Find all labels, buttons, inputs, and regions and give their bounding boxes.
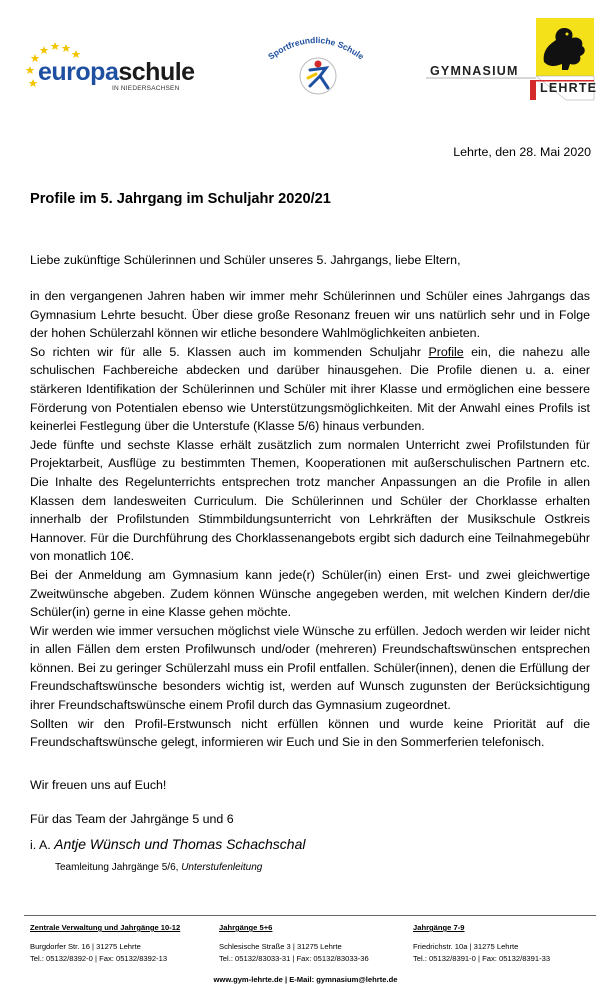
footer-address-main [30,922,180,965]
paragraph-3: Jede fünfte und sechste Klasse erhält zusätzlich zum normalen Unterricht zwei Profilstunden für Projektarbeit, Ausflüge zu bestimmten Themen, Kooperationen mit außerschulischen Partnern etc. Die Inhalte des Regelunterrichts entsprechen trotz mancher Anpassungen an die Profile in allen Klassen dem landesweiten Curriculum. Die Schülerinnen und Schüler der Chorklasse erhalten innerhalb der Profilstunden Stimmbildungsunterricht von Lehrkräften der Musikschule Ostkreis Hannover. Für die Durchführung des Chorklassenangebots ergibt sich dadurch eine Teilnahmegebühr von monatlich 10€. [30,437,590,564]
paragraph-2: So richten wir für alle 5. Klassen auch im kommenden Schuljahr Profile ein, die nahezu alle schulischen Fachbereiche abdecken und darüber hinausgehen. Die Profile dienen u. a. einer stärkeren Identifikation der Schülerinnen und Schüler mit ihrer Klasse und ermöglichen eine bessere Förderung von Potentialen ebenso wie Unterstützungsmöglichkeiten. Mit der Anwahl eines Profils ist keinerlei Festlegung über die Unterstufe (Klasse 5/6) hinaus verbunden. [30,344,590,434]
signature-names: Antje Wünsch und Thomas Schachschal [54,836,306,852]
gymnasium-lehrte-logo [426,14,596,102]
footer-address: Friedrichstr. 10a | 31275 Lehrte [413,942,519,951]
europaschule-subtitle: IN NIEDERSACHSEN [112,85,180,92]
team-line: Für das Team der Jahrgänge 5 und 6 [30,812,234,826]
letter-date: Lehrte, den 28. Mai 2020 [453,145,591,159]
footer-web-email: www.gym-lehrte.de | E-Mail: gymnasium@lehrte.de [213,975,398,984]
svg-text:Sportfreundliche Schule: Sportfreundliche Schule [266,34,366,62]
europaschule-logo [22,38,202,98]
footer-address-7-9 [413,922,550,965]
salutation: Liebe zukünftige Schülerinnen und Schüler unseres 5. Jahrgangs, liebe Eltern, [30,253,461,267]
closing-line: Wir freuen uns auf Euch! [30,778,167,792]
paragraph-4: Bei der Anmeldung am Gymnasium kann jede(r) Schüler(in) einen Erst- und zwei gleichwertige Zweitwünsche abgeben. Zudem können Wünsche angegeben werden, mit welchen Kindern der/die Schüler(in) gerne in eine Klasse gehen möchte. [30,567,590,620]
footer-address: Burgdorfer Str. 16 | 31275 Lehrte [30,942,141,951]
sport-school-logo [262,22,370,110]
footer-phone: Tel.: 05132/8391-0 | Fax: 05132/8391-33 [413,954,551,963]
sport-emblem-icon [298,56,338,96]
europaschule-wordmark: europaschule [38,58,195,86]
footer-address-5-6 [219,922,369,965]
paragraph-1: in den vergangenen Jahren haben wir immer mehr Schülerinnen und Schüler eines Jahrgangs das Gymnasium Lehrte besucht. Über diese große Resonanz freuen wir uns natürlich sehr und in Folge der hohen Schülerzahl können wir etliche besondere Wahlmöglichkeiten anbieten. [30,289,590,341]
footer-phone: Tel.: 05132/83033-31 | Fax: 05132/83033-36 [219,954,369,963]
footer-heading: Jahrgänge 7-9 [413,923,465,932]
gymnasium-label: GYMNASIUM [430,64,519,78]
footer-address: Schlesische Straße 3 | 31275 Lehrte [219,942,342,951]
footer-heading: Jahrgänge 5+6 [219,923,273,932]
letter-title: Profile im 5. Jahrgang im Schuljahr 2020/21 [30,191,331,207]
letter-body [30,287,590,752]
paragraph-6: Sollten wir den Profil-Erstwunsch nicht erfüllen können und wurde keine Priorität auf die Freundschaftswünsche gelegt, informieren wir Euch und Sie in den Sommerferien telefonisch. [30,716,590,750]
footer-heading: Zentrale Verwaltung und Jahrgänge 10-12 [30,923,181,932]
profile-link-text: Profile [428,344,464,359]
signature: i. A. Antje Wünsch und Thomas Schachschal [30,836,306,852]
signer-role: Teamleitung Jahrgänge 5/6, Unterstufenleitung [55,862,263,873]
footer-divider [24,915,596,916]
footer-phone: Tel.: 05132/8392-0 | Fax: 05132/8392-13 [30,954,168,963]
lehrte-label: LEHRTE [540,81,598,95]
paragraph-5: Wir werden wie immer versuchen möglichst viele Wünsche zu erfüllen. Jedoch werden wir leider nicht in allen Fällen dem ersten Profilwunsch und/oder (mehreren) Freundschaftswünschen entsprechen können. Bei zu geringer Schülerzahl muss ein Profil entfallen. Schüler(innen), denen die Erfüllung der Freundschaftswünsche besonders wichtig ist, werden auf Wunsch zugunsten der Berücksichtigung ihrer Freundschaftswünsche einem Profil durch das Gymnasium zugeordnet. [30,623,590,713]
